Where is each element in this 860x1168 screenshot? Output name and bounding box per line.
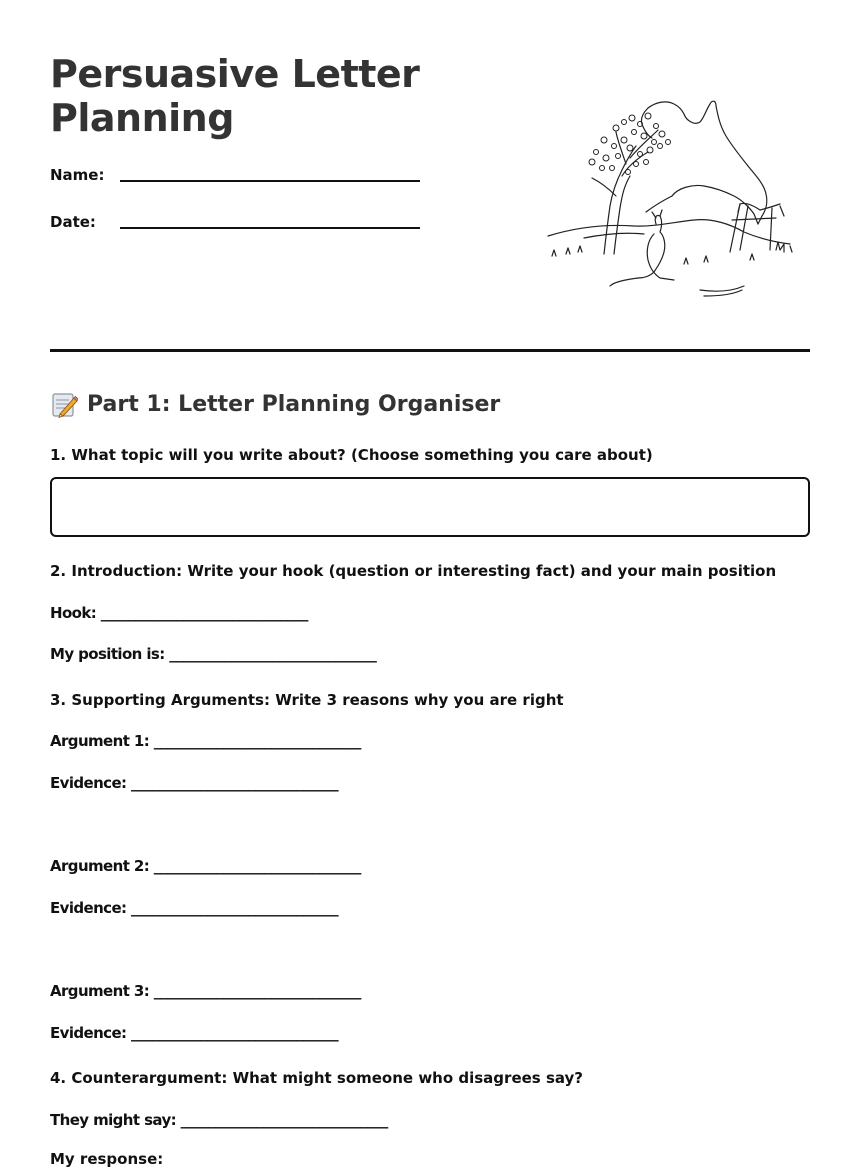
date-input-line[interactable] xyxy=(120,227,420,229)
question-4: 4. Counterargument: What might someone who disagrees say? xyxy=(50,1069,584,1087)
my-response-label: My response: xyxy=(50,1150,164,1168)
evidence-2-line[interactable]: Evidence: ______________________________ xyxy=(50,899,339,917)
date-field xyxy=(50,213,420,237)
they-might-say-line[interactable]: They might say: ______________________________ xyxy=(50,1111,388,1129)
section-divider xyxy=(50,349,810,352)
position-line[interactable]: My position is: ______________________________ xyxy=(50,645,377,663)
name-input-line[interactable] xyxy=(120,180,420,182)
question-1: 1. What topic will you write about? (Choose something you care about) xyxy=(50,446,653,464)
question-3: 3. Supporting Arguments: Write 3 reasons why you are right xyxy=(50,691,564,709)
name-field xyxy=(50,166,420,190)
date-label: Date: xyxy=(50,213,96,231)
argument-2-line[interactable]: Argument 2: ______________________________ xyxy=(50,857,361,875)
evidence-3-line[interactable]: Evidence: ______________________________ xyxy=(50,1024,339,1042)
name-label: Name: xyxy=(50,166,105,184)
argument-1-line[interactable]: Argument 1: ______________________________ xyxy=(50,732,361,750)
question-2: 2. Introduction: Write your hook (question or interesting fact) and your main position xyxy=(50,562,777,580)
part1-heading-text: Part 1: Letter Planning Organiser xyxy=(87,391,501,417)
page-title: Persuasive Letter Planning xyxy=(50,52,420,140)
topic-answer-box[interactable] xyxy=(50,477,810,537)
memo-pencil-icon xyxy=(50,390,78,418)
argument-3-line[interactable]: Argument 3: ______________________________ xyxy=(50,982,361,1000)
australia-landscape-illustration xyxy=(544,96,794,300)
hook-line[interactable]: Hook: ______________________________ xyxy=(50,604,308,622)
evidence-1-line[interactable]: Evidence: ______________________________ xyxy=(50,774,339,792)
part1-heading xyxy=(50,388,500,420)
